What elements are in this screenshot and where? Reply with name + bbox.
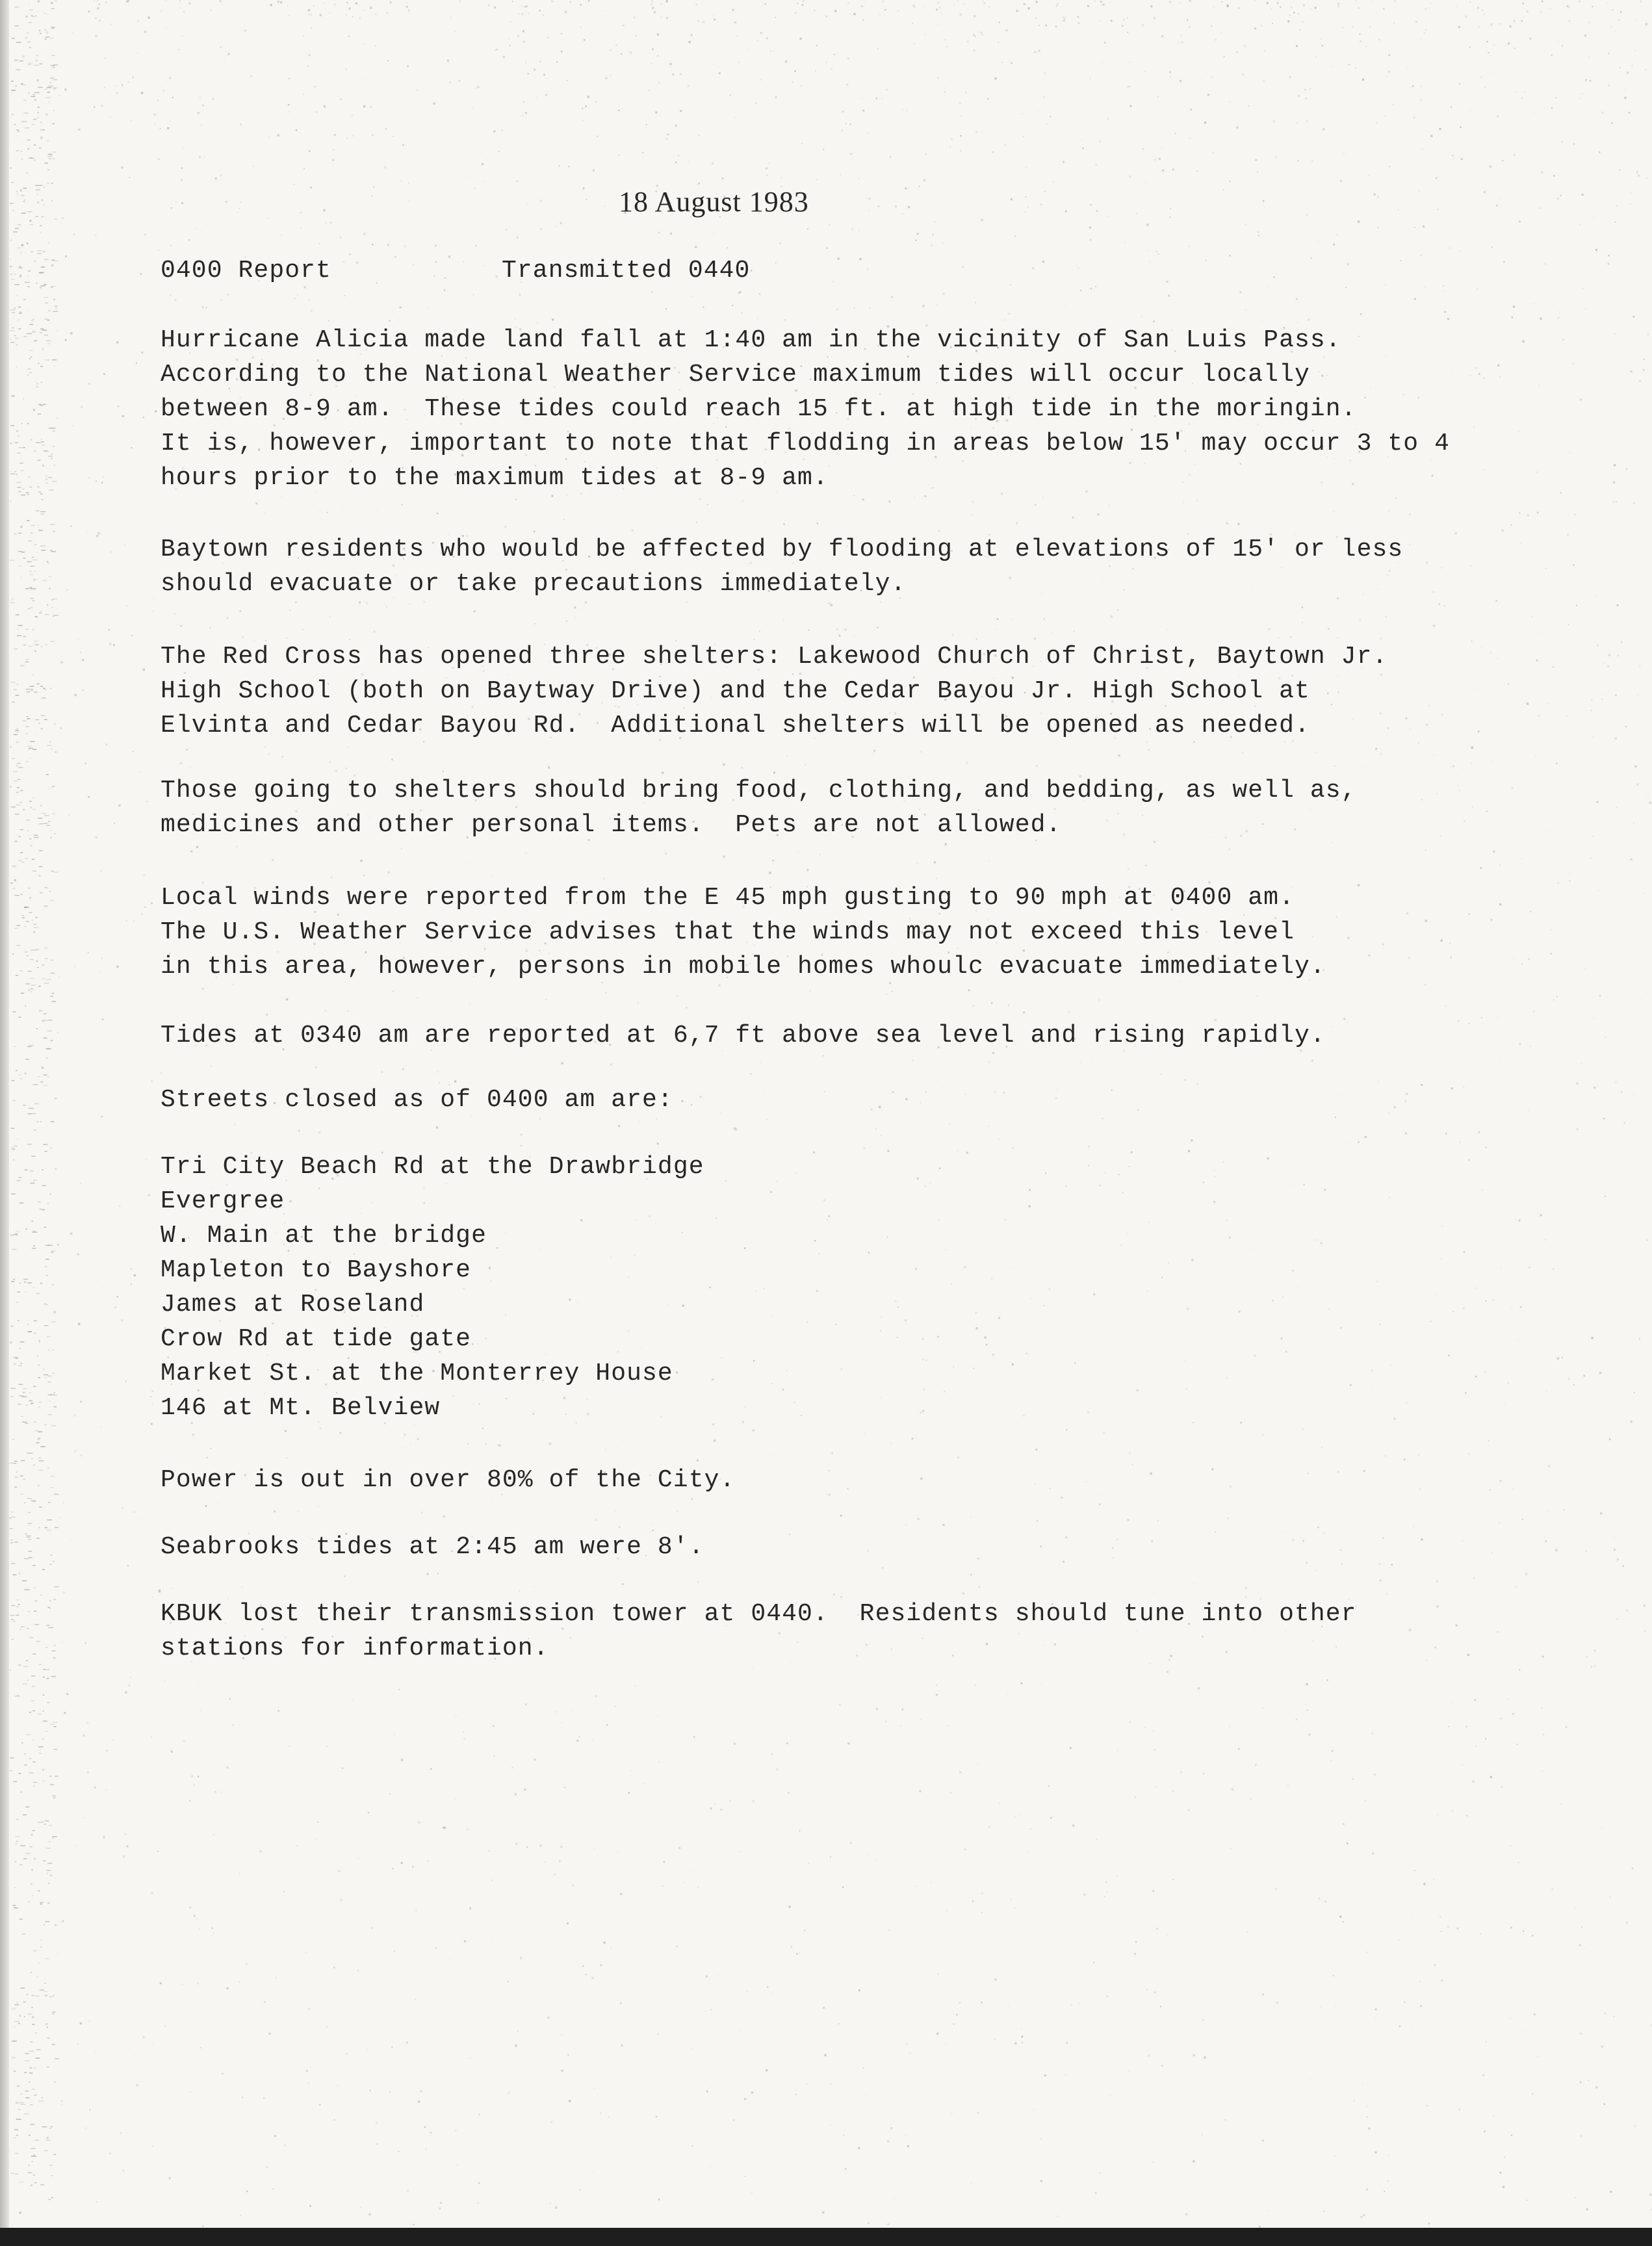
body-text-line: between 8-9 am. These tides could reach 15 ft. at high tide in the moringin. [161, 395, 1357, 423]
closed-street-item: Tri City Beach Rd at the Drawbridge [161, 1153, 704, 1181]
scan-bottom-edge [0, 2228, 1652, 2246]
body-text-line: should evacuate or take precautions immediately. [161, 570, 907, 598]
scan-left-edge [0, 0, 9, 2246]
body-text-line: Power is out in over 80% of the City. [161, 1466, 736, 1494]
body-text-line: hours prior to the maximum tides at 8-9 am. [161, 464, 829, 492]
body-text-line: medicines and other personal items. Pets are not allowed. [161, 811, 1062, 839]
closed-street-item: 146 at Mt. Belview [161, 1394, 441, 1422]
closed-street-item: Crow Rd at tide gate [161, 1325, 472, 1353]
body-text-line: Baytown residents who would be affected by flooding at elevations of 15' or less [161, 536, 1404, 563]
body-text-line: Local winds were reported from the E 45 mph gusting to 90 mph at 0400 am. [161, 884, 1295, 912]
body-text-line: According to the National Weather Service maximum tides will occur locally [161, 361, 1310, 389]
closed-street-item: Market St. at the Monterrey House [161, 1360, 673, 1388]
closed-street-item: Evergree [161, 1187, 285, 1215]
body-text-line: in this area, however, persons in mobile homes whoulc evacuate immediately. [161, 953, 1326, 981]
body-text-line: Streets closed as of 0400 am are: [161, 1086, 673, 1114]
body-text-line: Elvinta and Cedar Bayou Rd. Additional shelters will be opened as needed. [161, 712, 1310, 740]
body-text-line: The U.S. Weather Service advises that the winds may not exceed this level [161, 918, 1295, 946]
body-text-line: Hurricane Alicia made land fall at 1:40 am in the vicinity of San Luis Pass. [161, 326, 1341, 354]
report-date: 18 August 1983 [619, 186, 809, 218]
body-text-line: stations for information. [161, 1634, 549, 1662]
body-text-line: Seabrooks tides at 2:45 am were 8'. [161, 1533, 704, 1561]
body-text-line: KBUK lost their transmission tower at 0440. Residents should tune into other [161, 1600, 1357, 1628]
body-text-line: The Red Cross has opened three shelters: Lakewood Church of Christ, Baytown Jr. [161, 643, 1388, 671]
body-text-line: It is, however, important to note that flodding in areas below 15' may occur 3 to 4 [161, 430, 1451, 458]
closed-street-item: James at Roseland [161, 1291, 425, 1319]
report-label: 0400 Report [161, 257, 331, 285]
closed-street-item: W. Main at the bridge [161, 1222, 487, 1250]
body-text-line: Tides at 0340 am are reported at 6,7 ft above sea level and rising rapidly. [161, 1022, 1326, 1050]
body-text-line: High School (both on Baytway Drive) and the Cedar Bayou Jr. High School at [161, 677, 1310, 705]
closed-street-item: Mapleton to Bayshore [161, 1256, 472, 1284]
transmitted-label: Transmitted 0440 [502, 257, 751, 285]
body-text-line: Those going to shelters should bring food, clothing, and bedding, as well as, [161, 777, 1357, 805]
